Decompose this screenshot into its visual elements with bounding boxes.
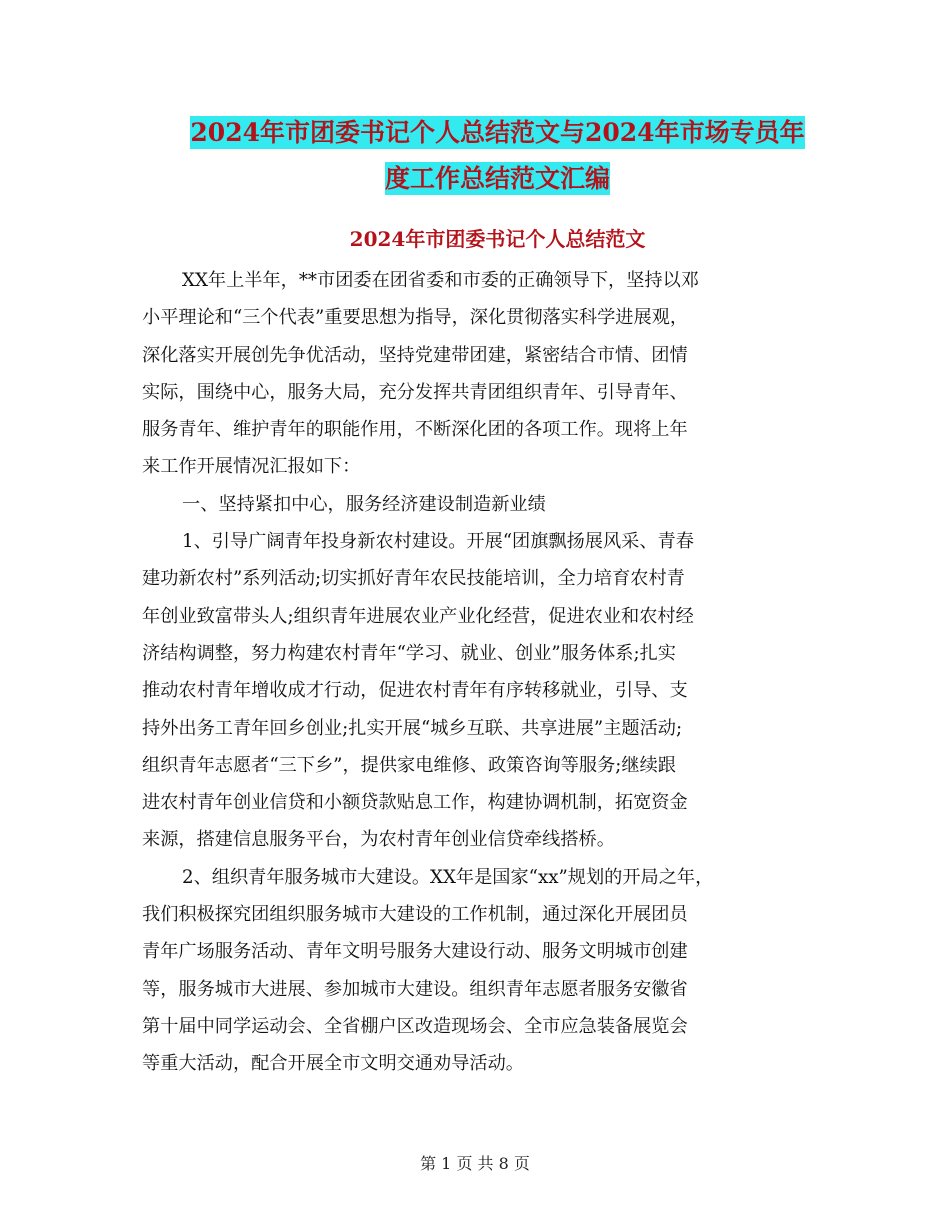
document-title	[140, 110, 855, 202]
body-line: 青年广场服务活动、青年文明号服务大建设行动、服务文明城市创建	[142, 941, 688, 963]
body-line: 年创业致富带头人;组织青年进展农业产业化经营，促进农业和农村经	[142, 605, 694, 627]
document-title-line-1: 2024年市团委书记个人总结范文与2024年市场专员年	[190, 118, 805, 147]
body-line: 第十届中同学运动会、全省棚户区改造现场会、全市应急装备展览会	[142, 1015, 688, 1037]
body-text	[142, 262, 828, 1083]
body-line: 来工作开展情况汇报如下：	[142, 456, 361, 478]
body-line: 一、坚持紧扣中心，服务经济建设制造新业绩	[182, 493, 546, 515]
body-line: 服务青年、维护青年的职能作用，不断深化团的各项工作。现将上年	[142, 419, 688, 441]
body-line: 1、引导广阔青年投身新农村建设。开展“团旗飘扬展风采、青春	[182, 531, 694, 553]
body-line: XX年上半年，**市团委在团省委和市委的正确领导下，坚持以邓	[182, 270, 699, 291]
body-line: 济结构调整，努力构建农村青年“学习、就业、创业”服务体系;扎实	[142, 642, 676, 664]
page-number: 第 1 页 共 8 页	[420, 1154, 530, 1173]
section-title: 2024年市团委书记个人总结范文	[349, 227, 646, 251]
body-line: 建功新农村”系列活动;切实抓好青年农民技能培训，全力培育农村青	[142, 568, 685, 590]
document-title-line-2: 度工作总结范文汇编	[384, 164, 610, 193]
body-line: 推动农村青年增收成才行动，促进农村青年有序转移就业，引导、支	[142, 680, 688, 702]
body-line: 等重大活动，配合开展全市文明交通劝导活动。	[142, 1053, 524, 1075]
body-line: 我们积极探究团组织服务城市大建设的工作机制，通过深化开展团员	[142, 904, 688, 926]
body-line: 小平理论和“三个代表”重要思想为指导，深化贯彻落实科学进展观，	[142, 307, 689, 329]
body-line: 等，服务城市大进展、参加城市大建设。组织青年志愿者服务安徽省	[142, 978, 688, 1000]
body-line: 深化落实开展创先争优活动，坚持党建带团建，紧密结合市情、团情	[142, 344, 688, 366]
body-line: 组织青年志愿者“三下乡”，提供家电维修、政策咨询等服务;继续跟	[142, 754, 676, 776]
body-line: 来源，搭建信息服务平台，为农村青年创业信贷牵线搭桥。	[142, 829, 615, 851]
body-line: 实际，围绕中心，服务大局，充分发挥共青团组织青年、引导青年、	[142, 381, 688, 403]
body-line: 进农村青年创业信贷和小额贷款贴息工作，构建协调机制，拓宽资金	[142, 792, 688, 814]
body-line: 持外出务工青年回乡创业;扎实开展“城乡互联、共享进展”主题活动;	[142, 717, 683, 739]
body-line: 2、组织青年服务城市大建设。XX年是国家“xx”规划的开局之年，	[182, 866, 714, 888]
